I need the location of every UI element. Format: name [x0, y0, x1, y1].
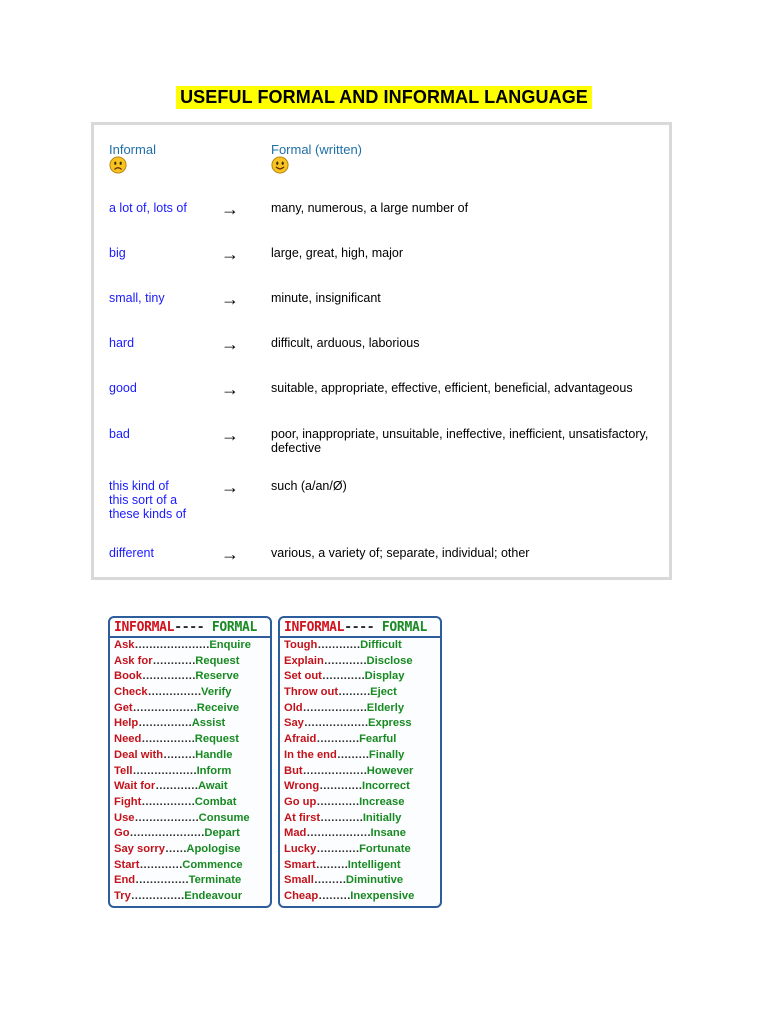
card-entry	[284, 638, 437, 654]
entry-informal: Go	[114, 827, 130, 840]
card-entry	[284, 654, 437, 670]
vocab-card-right	[278, 616, 442, 908]
entry-formal: Terminate	[188, 874, 242, 887]
formal-term: many, numerous, a large number of	[271, 201, 469, 215]
entry-informal: Check	[114, 686, 148, 699]
right-arrow-icon: →	[221, 477, 239, 497]
right-arrow-icon: →	[221, 425, 239, 445]
entry-dots: …………	[320, 811, 363, 824]
entry-dots: …………	[323, 654, 367, 667]
formal-term: large, great, high, major	[271, 246, 404, 260]
card-heading-formal: FORMAL	[381, 620, 428, 635]
card-entry	[114, 732, 267, 748]
entry-informal: In the end	[284, 748, 337, 761]
card-entry	[114, 873, 267, 889]
informal-term: a lot of, lots of	[109, 201, 187, 215]
entry-informal: Explain	[284, 654, 324, 667]
card-entry	[284, 732, 437, 748]
title-wrapper	[0, 86, 768, 109]
entry-formal: Fortunate	[359, 842, 411, 855]
card-entry	[284, 795, 437, 811]
entry-formal: Fearful	[359, 733, 397, 746]
entry-informal: Get	[114, 701, 133, 714]
entry-formal: Combat	[194, 795, 237, 808]
entry-dots: ……………	[141, 733, 195, 746]
entry-informal: Ask	[114, 639, 135, 651]
entry-formal: Intelligent	[347, 858, 401, 871]
entry-dots: …………	[139, 858, 183, 871]
card-entry	[114, 716, 267, 732]
entry-dots: …………	[321, 670, 365, 683]
right-arrow-icon: →	[221, 244, 239, 264]
entry-formal: Commence	[182, 858, 243, 871]
entry-formal: Await	[197, 780, 228, 793]
card-entry	[114, 701, 267, 717]
entry-formal: Request	[195, 654, 240, 667]
card-heading-informal: INFORMAL	[114, 620, 175, 635]
formal-term: suitable, appropriate, effective, efficient, beneficial, advantageous	[271, 381, 633, 395]
entry-informal: Small	[284, 874, 314, 887]
card-entry	[284, 779, 437, 795]
entry-formal: Disclose	[366, 654, 413, 667]
smiling-face-icon	[271, 156, 289, 174]
entry-formal: Eject	[370, 686, 397, 699]
language-table	[91, 122, 672, 580]
card-entry	[284, 873, 437, 889]
entry-dots: ………………	[302, 701, 367, 714]
page-title: USEFUL FORMAL AND INFORMAL LANGUAGE	[176, 86, 592, 109]
informal-term: different	[109, 546, 154, 560]
formal-column-header: Formal (written)	[271, 142, 363, 157]
entry-formal: Increase	[359, 795, 405, 808]
entry-dots: ……………	[141, 795, 195, 808]
entry-formal: Enquire	[209, 639, 251, 651]
entry-dots: ………	[315, 858, 348, 871]
card-entry	[114, 638, 267, 654]
card-heading-informal: INFORMAL	[284, 620, 345, 635]
entry-informal: Deal with	[114, 748, 164, 761]
vocab-card-left	[108, 616, 272, 908]
entry-informal: Wait for	[114, 780, 156, 793]
entry-formal: Initially	[362, 811, 402, 824]
entry-informal: Say	[284, 717, 304, 730]
entry-formal: Verify	[201, 686, 232, 699]
entry-dots: ………………	[132, 764, 197, 777]
card-heading	[284, 620, 427, 635]
card-entry	[284, 748, 437, 764]
formal-term: poor, inappropriate, unsuitable, ineffective, inefficient, unsatisfactory, defective	[271, 427, 649, 455]
card-entry	[114, 764, 267, 780]
entry-dots: ………	[318, 890, 351, 902]
card-heading-formal: FORMAL	[211, 620, 258, 635]
entry-dots: ………	[338, 686, 371, 699]
card-entry	[114, 779, 267, 795]
entry-dots: …………………	[134, 639, 210, 651]
entry-formal: Inform	[196, 764, 232, 777]
entry-formal: Depart	[204, 827, 240, 840]
entry-dots: ………………	[132, 701, 197, 714]
right-arrow-icon: →	[221, 289, 239, 309]
entry-dots: ………………	[302, 764, 367, 777]
entry-informal: Ask for	[114, 654, 153, 667]
formal-term: difficult, arduous, laborious	[271, 336, 420, 350]
card-heading-dash: ----	[344, 620, 375, 635]
entry-formal: Diminutive	[345, 874, 404, 887]
entry-formal: Handle	[195, 748, 233, 761]
entry-informal: Afraid	[284, 733, 317, 746]
card-entry	[114, 811, 267, 827]
card-entry	[284, 889, 437, 905]
card-entry	[114, 669, 267, 685]
card-entry	[284, 826, 437, 842]
entry-informal: Start	[114, 858, 140, 871]
card-heading-dash: ----	[174, 620, 205, 635]
card-entry	[114, 826, 267, 842]
card-entry	[284, 669, 437, 685]
entry-informal: Use	[114, 811, 135, 824]
entry-dots: …………	[317, 639, 361, 651]
entry-dots: ………………	[303, 717, 369, 730]
card-entry	[284, 764, 437, 780]
entry-informal: End	[114, 874, 136, 887]
entry-formal: Request	[194, 733, 239, 746]
card-entry	[114, 748, 267, 764]
entry-dots: ………	[163, 748, 196, 761]
entry-formal: However	[366, 764, 414, 777]
card-entry	[284, 842, 437, 858]
card-entry	[284, 701, 437, 717]
entry-dots: ……………	[141, 670, 196, 683]
entry-dots: ………	[336, 748, 369, 761]
entry-informal: Need	[114, 733, 142, 746]
right-arrow-icon: →	[221, 199, 239, 219]
informal-term: bad	[109, 427, 130, 441]
entry-formal: Reserve	[195, 670, 239, 683]
entry-dots: …………………	[129, 827, 205, 840]
entry-informal: Tough	[284, 639, 318, 651]
formal-term: various, a variety of; separate, individual; other	[271, 546, 530, 560]
right-arrow-icon: →	[221, 379, 239, 399]
card-entry	[114, 889, 267, 905]
entry-informal: Wrong	[284, 780, 320, 793]
entry-dots: ………	[313, 874, 346, 887]
entry-informal: Tell	[114, 764, 133, 777]
entry-informal: Book	[114, 670, 142, 683]
entry-dots: …………	[152, 654, 196, 667]
informal-term: good	[109, 381, 137, 395]
card-entry	[284, 811, 437, 827]
entry-formal: Incorrect	[361, 780, 410, 793]
card-entry	[284, 716, 437, 732]
entry-informal: Throw out	[284, 686, 339, 699]
card-entry	[114, 842, 267, 858]
entry-informal: Fight	[114, 795, 142, 808]
entry-dots: …………	[316, 842, 360, 855]
card-entries	[284, 638, 437, 905]
entry-dots: …………	[319, 780, 362, 793]
informal-term: this kind of this sort of a these kinds of	[109, 479, 187, 521]
entry-informal: Mad	[284, 827, 307, 840]
entry-formal: Display	[364, 670, 405, 683]
sad-face-icon	[109, 156, 127, 174]
card-entries	[114, 638, 267, 905]
informal-term: small, tiny	[109, 291, 165, 305]
informal-term: hard	[109, 336, 135, 350]
card-heading	[114, 620, 257, 635]
entry-dots: ……………	[138, 717, 192, 730]
entry-formal: Finally	[368, 748, 405, 761]
entry-informal: But	[284, 764, 303, 777]
entry-informal: Say sorry	[114, 842, 165, 855]
entry-formal: Elderly	[366, 701, 405, 714]
entry-dots: ……………	[147, 686, 202, 699]
informal-term: big	[109, 246, 126, 260]
entry-informal: Help	[114, 717, 139, 730]
formal-term: such (a/an/Ø)	[271, 479, 347, 493]
entry-dots: ……………	[135, 874, 189, 887]
card-entry	[114, 858, 267, 874]
entry-formal: Consume	[198, 811, 250, 824]
entry-formal: Apologise	[186, 842, 241, 855]
card-entry	[114, 685, 267, 701]
entry-dots: …………	[316, 733, 360, 746]
entry-formal: Assist	[191, 717, 226, 730]
entry-formal: Insane	[370, 827, 406, 840]
entry-dots: ……	[165, 842, 187, 855]
card-entry	[284, 858, 437, 874]
entry-informal: At first	[284, 811, 321, 824]
entry-formal: Express	[368, 717, 412, 730]
right-arrow-icon: →	[221, 544, 239, 564]
entry-dots: ………………	[306, 827, 371, 840]
entry-informal: Try	[114, 890, 131, 902]
entry-dots: …………	[155, 780, 198, 793]
informal-column-header: Informal	[109, 142, 156, 157]
entry-informal: Set out	[284, 670, 322, 683]
right-arrow-icon: →	[221, 334, 239, 354]
entry-dots: ………………	[134, 811, 199, 824]
entry-dots: …………	[316, 795, 360, 808]
entry-formal: Difficult	[360, 639, 402, 651]
entry-informal: Old	[284, 701, 303, 714]
entry-formal: Receive	[196, 701, 240, 714]
entry-informal: Lucky	[284, 842, 317, 855]
entry-informal: Cheap	[284, 890, 319, 902]
card-entry	[284, 685, 437, 701]
entry-informal: Smart	[284, 858, 316, 871]
card-entry	[114, 795, 267, 811]
formal-term: minute, insignificant	[271, 291, 381, 305]
entry-informal: Go up	[284, 795, 317, 808]
entry-formal: Inexpensive	[350, 890, 415, 902]
entry-dots: ……………	[130, 890, 185, 902]
entry-formal: Endeavour	[184, 890, 243, 902]
card-entry	[114, 654, 267, 670]
